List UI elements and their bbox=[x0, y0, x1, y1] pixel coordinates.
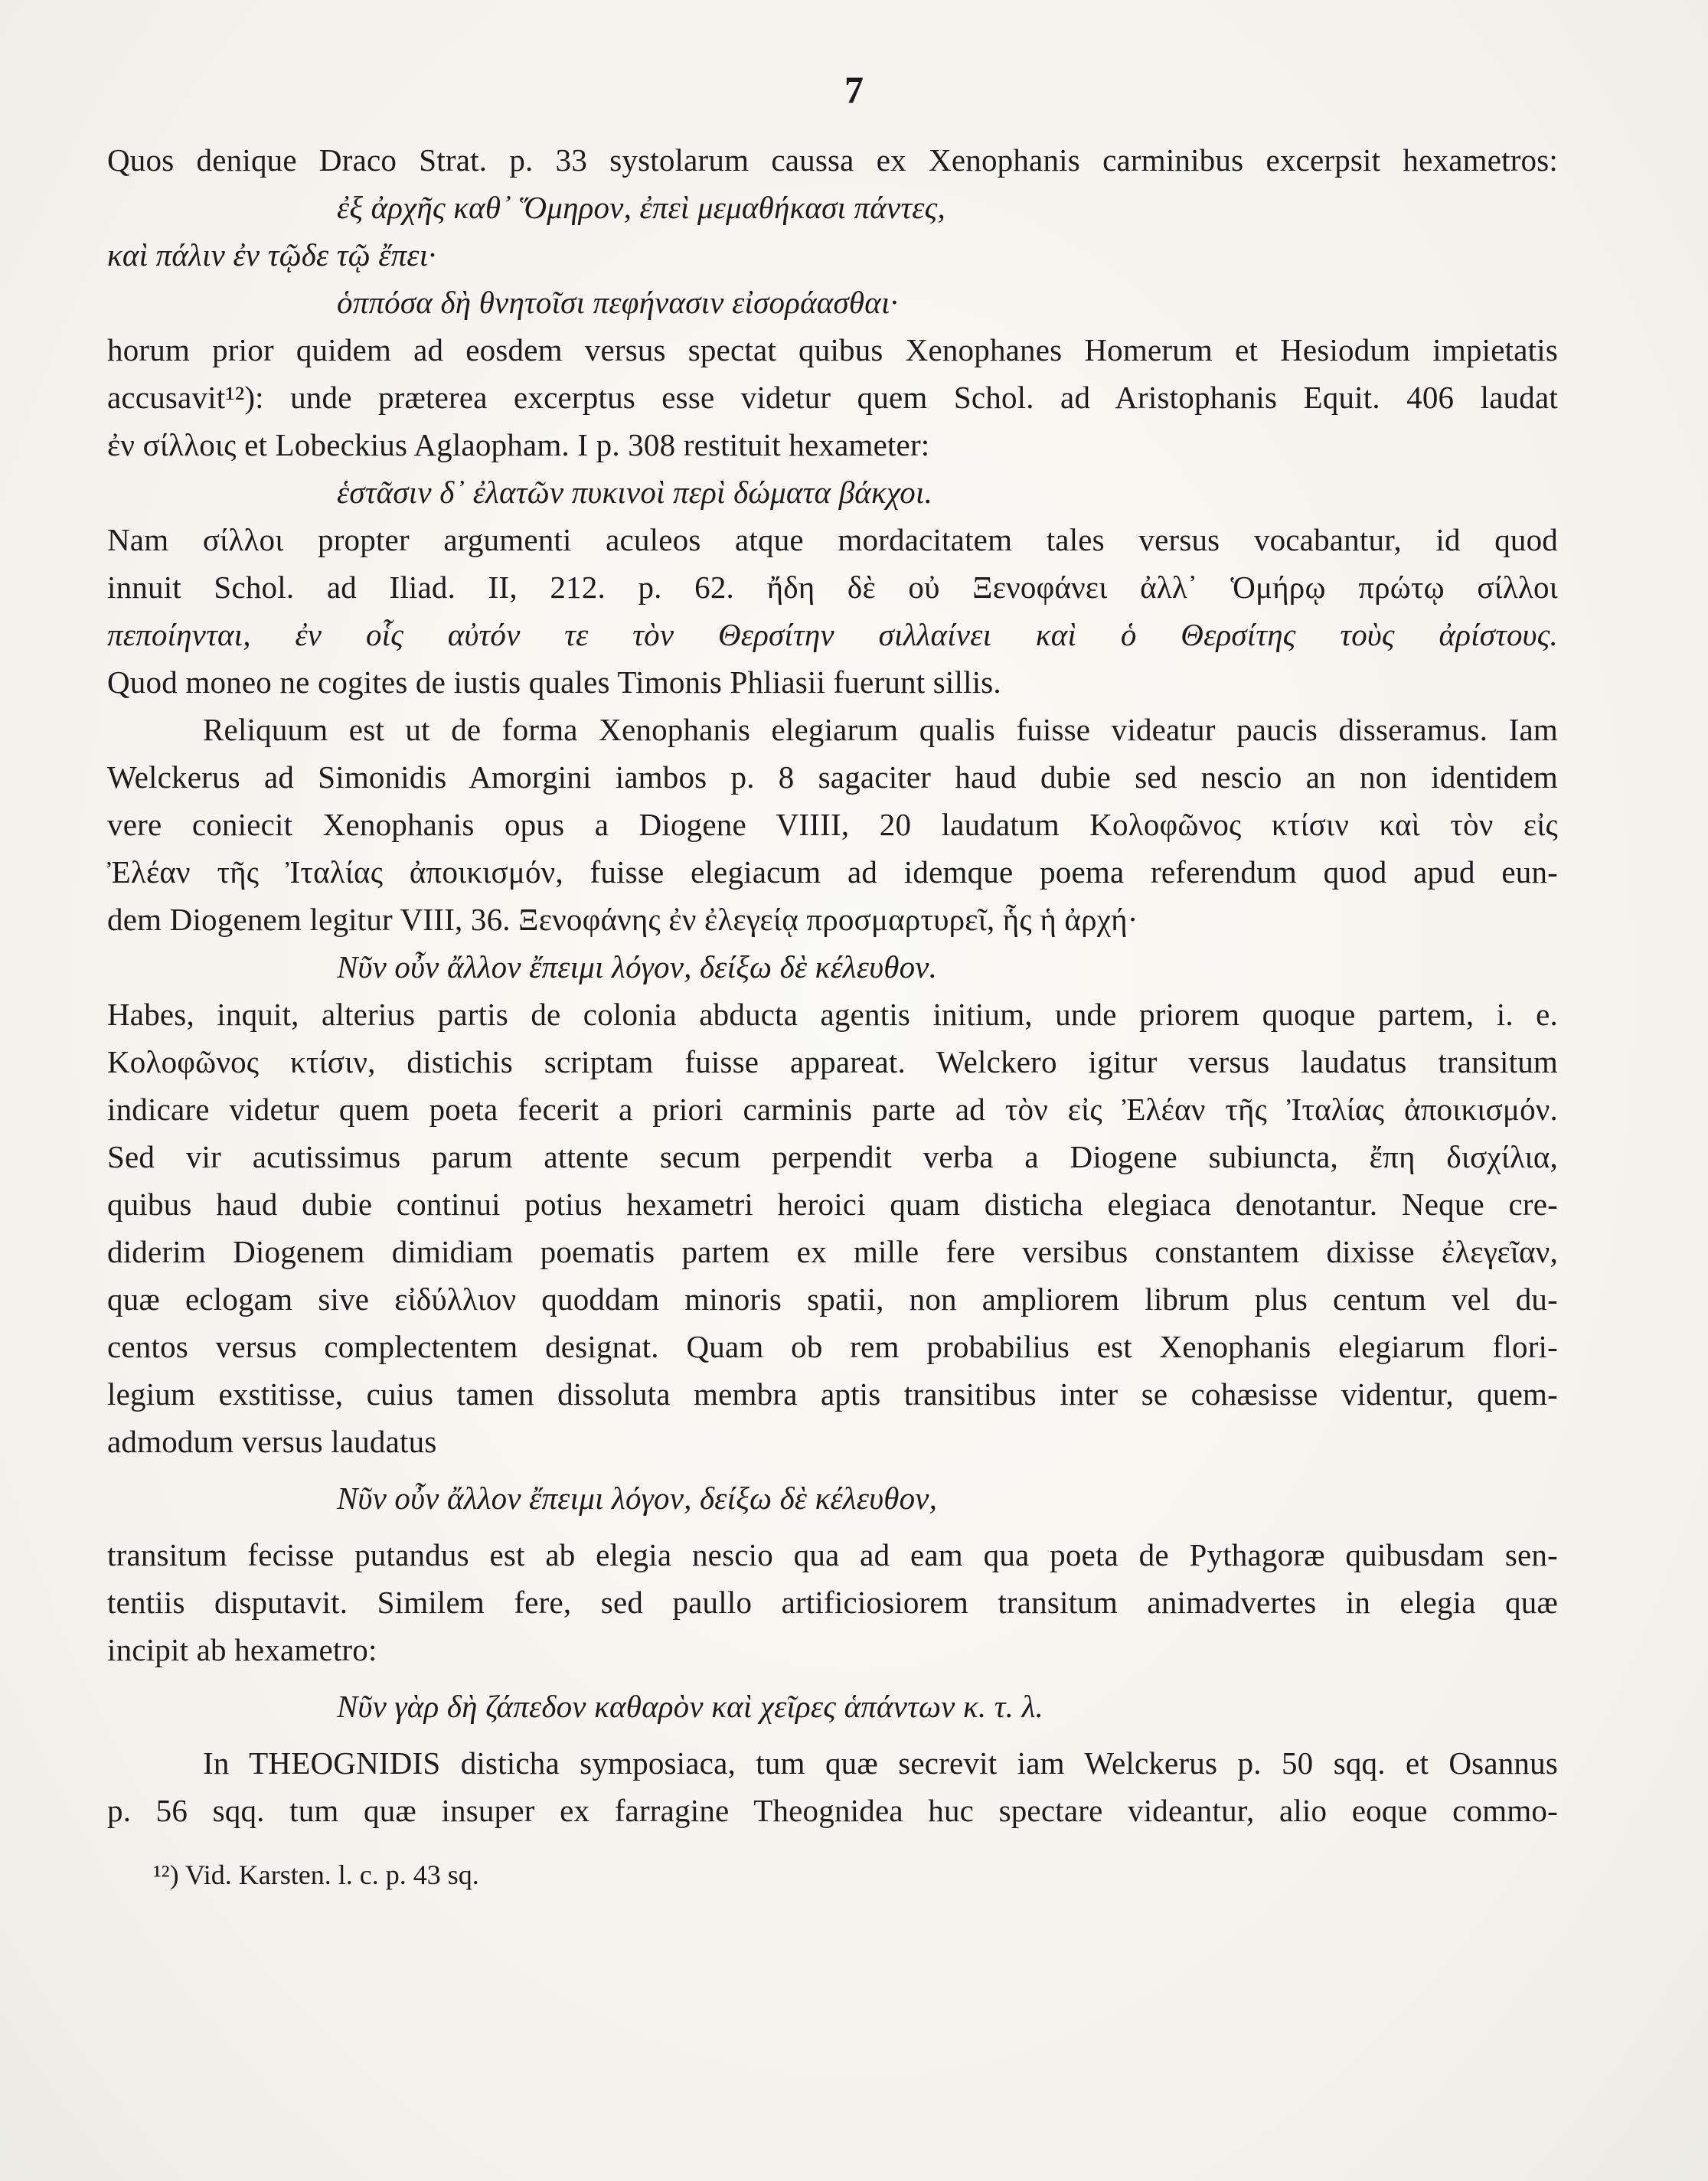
text-line: Quos denique Draco Strat. p. 33 systolarum caussa ex Xenophanis carminibus excerpsit hexametros: bbox=[107, 142, 1558, 178]
greek-verse: Νῦν γὰρ δὴ ζάπεδον καθαρὸν καὶ χεῖρες ἁπάντων κ. τ. λ. bbox=[337, 1689, 1043, 1724]
text-line: Habes, inquit, alterius partis de colonia abducta agentis initium, unde priorem quoque partem, i. e. bbox=[107, 997, 1558, 1032]
text-line: incipit ab hexametro: bbox=[107, 1632, 377, 1667]
text-line: legium exstitisse, cuius tamen dissoluta membra aptis transitibus inter se cohæsisse videntur, quem- bbox=[107, 1376, 1558, 1412]
text-line: admodum versus laudatus bbox=[107, 1424, 437, 1459]
text-line: Quod moneo ne cogites de iustis quales Timonis Phliasii fuerunt sillis. bbox=[107, 664, 1001, 700]
text-line: tentiis disputavit. Similem fere, sed paullo artificiosiorem transitum animadvertes in elegia quæ bbox=[107, 1585, 1558, 1620]
footnote: ¹²) Vid. Karsten. l. c. p. 43 sq. bbox=[153, 1859, 479, 1890]
text-line: Sed vir acutissimus parum attente secum perpendit verba a Diogene subiuncta, ἔπη δισχίλια, bbox=[107, 1139, 1558, 1174]
paragraph-start: In THEOGNIDIS disticha symposiaca, tum quæ secrevit iam Welckerus p. 50 sqq. et Osannus bbox=[203, 1745, 1558, 1781]
text-line: accusavit¹²): unde præterea excerptus esse videtur quem Schol. ad Aristophanis Equit. 406 laudat bbox=[107, 380, 1558, 415]
text-line: πεποίηνται, ἐν οἷς αὐτόν τε τὸν Θερσίτην σιλλαίνει καὶ ὁ Θερσίτης τοὺς ἀρίστους. bbox=[107, 617, 1558, 652]
greek-verse: ὁππόσα δὴ θνητοῖσι πεφήνασιν εἰσοράασθαι· bbox=[337, 285, 899, 320]
text-line: Welckerus ad Simonidis Amorgini iambos p. 8 sagaciter haud dubie sed nescio an non identidem bbox=[107, 759, 1558, 795]
text-line: vere coniecit Xenophanis opus a Diogene VIIII, 20 laudatum Κολοφῶνος κτίσιν καὶ τὸν εἰς bbox=[107, 807, 1558, 842]
text-line: horum prior quidem ad eosdem versus spectat quibus Xenophanes Homerum et Hesiodum impietatis bbox=[107, 332, 1558, 367]
text-line: ἐν σίλλοις et Lobeckius Aglaopham. I p. 308 restituit hexameter: bbox=[107, 427, 930, 462]
text-line: quæ eclogam sive εἰδύλλιον quoddam minoris spatii, non ampliorem librum plus centum vel du- bbox=[107, 1282, 1558, 1317]
text-line: Nam σίλλοι propter argumenti aculeos atque mordacitatem tales versus vocabantur, id quod bbox=[107, 522, 1558, 557]
text-line: transitum fecisse putandus est ab elegia nescio qua ad eam qua poeta de Pythagoræ quibusdam sen- bbox=[107, 1537, 1558, 1572]
text-line: indicare videtur quem poeta fecerit a priori carminis parte ad τὸν εἰς Ἐλέαν τῆς Ἰταλίας ἀποικισμόν. bbox=[107, 1092, 1558, 1127]
text-line: Κολοφῶνος κτίσιν, distichis scriptam fuisse appareat. Welckero igitur versus laudatus transitum bbox=[107, 1044, 1558, 1079]
text-line: centos versus complectentem designat. Quam ob rem probabilius est Xenophanis elegiarum flori- bbox=[107, 1329, 1558, 1364]
greek-verse: ἑστᾶσιν δ᾽ ἐλατῶν πυκινοὶ περὶ δώματα βάκχοι. bbox=[337, 475, 933, 510]
greek-verse: Νῦν οὖν ἄλλον ἔπειμι λόγον, δείξω δὲ κέλευθον. bbox=[337, 949, 938, 984]
body-text bbox=[107, 136, 1558, 1834]
text-line: καὶ πάλιν ἐν τῷδε τῷ ἔπει· bbox=[107, 237, 436, 273]
greek-verse: ἐξ ἀρχῆς καθ᾽ Ὅμηρον, ἐπεὶ μεμαθήκασι πάντες, bbox=[337, 190, 945, 225]
text-line: diderim Diogenem dimidiam poematis partem ex mille fere versibus constantem dixisse ἐλεγεῖαν, bbox=[107, 1234, 1558, 1269]
text-line: innuit Schol. ad Iliad. II, 212. p. 62. ἤδη δὲ οὐ Ξενοφάνει ἀλλ᾽ Ὁμήρῳ πρώτῳ σίλλοι bbox=[107, 570, 1558, 605]
text-line: quibus haud dubie continui potius hexametri heroici quam disticha elegiaca denotantur. Neque cre- bbox=[107, 1187, 1558, 1222]
page-number: 7 bbox=[844, 68, 864, 111]
text-line: dem Diogenem legitur VIII, 36. Ξενοφάνης ἐν ἐλεγείᾳ προσμαρτυρεῖ, ἧς ἡ ἀρχή· bbox=[107, 902, 1138, 937]
text-line: Ἐλέαν τῆς Ἰταλίας ἀποικισμόν, fuisse elegiacum ad idemque poema referendum quod apud eun- bbox=[107, 854, 1558, 890]
text-line: p. 56 sqq. tum quæ insuper ex farragine Theognidea huc spectare videantur, alio eoque commo- bbox=[107, 1793, 1558, 1828]
greek-verse: Νῦν οὖν ἄλλον ἔπειμι λόγον, δείξω δὲ κέλευθον, bbox=[337, 1481, 938, 1516]
paragraph-start: Reliquum est ut de forma Xenophanis elegiarum qualis fuisse videatur paucis disseramus. Iam bbox=[203, 712, 1558, 747]
